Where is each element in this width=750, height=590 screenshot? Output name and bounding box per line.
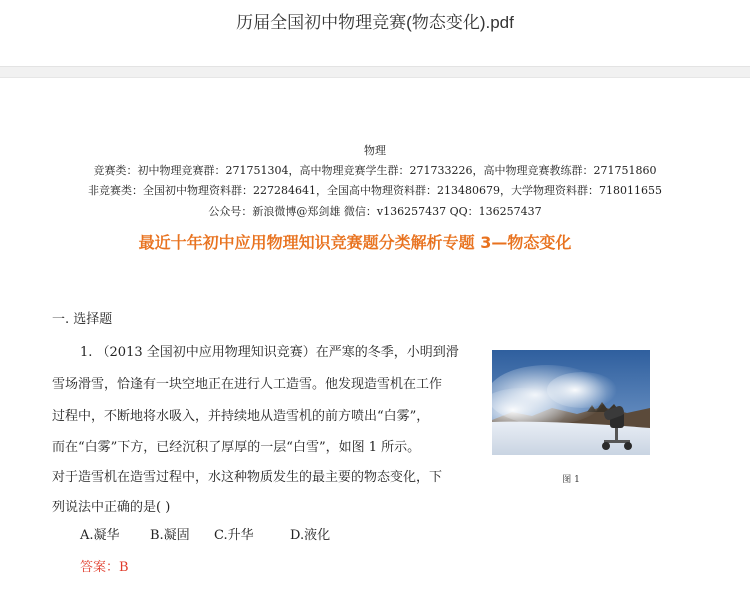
question-line: 1. （2013 全国初中应用物理知识竞赛）在严寒的冬季，小明到滑 [80,345,459,360]
figure-caption: 图 1 [562,475,580,485]
option-d: D.液化 [290,528,331,543]
snow-machine-photo [492,350,650,455]
document-title: 最近十年初中应用物理知识竞赛题分类解析专题 3—物态变化 [138,233,572,252]
page-separator [0,67,750,78]
option-c: C.升华 [214,528,254,543]
header-line-noncompetition: 非竞赛类：全国初中物理资料群：227284641，全国高中物理资料群：213480679，大学物理资料群：718011655 [88,184,662,197]
question-line: 雪场滑雪，恰逢有一块空地正在进行人工造雪。他发现造雪机在工作 [52,377,443,392]
section-heading: 一. 选择题 [52,312,113,327]
question-line: 对于造雪机在造雪过程中，水这种物质发生的最主要的物态变化，下 [52,470,443,485]
answer-options [80,524,330,543]
question-line: 而在“白雾”下方，已经沉积了厚厚的一层“白雪”，如图 1 所示。 [52,440,421,455]
file-title: 历届全国初中物理竞赛(物态变化).pdf [236,13,514,32]
answer-text: 答案：B [80,560,129,575]
option-a: A.凝华 [80,528,120,543]
viewer-title-bar [0,0,750,67]
header-subject: 物理 [364,144,386,157]
header-line-competition: 竞赛类：初中物理竞赛群：271751304，高中物理竞赛学生群：271733226，高中物理竞赛教练群：271751860 [93,164,657,177]
option-b: B.凝固 [150,528,190,543]
question-line: 列说法中正确的是( ) [52,500,171,515]
question-line: 过程中，不断地将水吸入，并持续地从造雪机的前方喷出“白雾”， [52,409,430,424]
pdf-page [0,78,750,590]
header-line-contacts: 公众号：新浪微博@郑剑雄 微信：v136257437 QQ：136257437 [208,205,542,218]
